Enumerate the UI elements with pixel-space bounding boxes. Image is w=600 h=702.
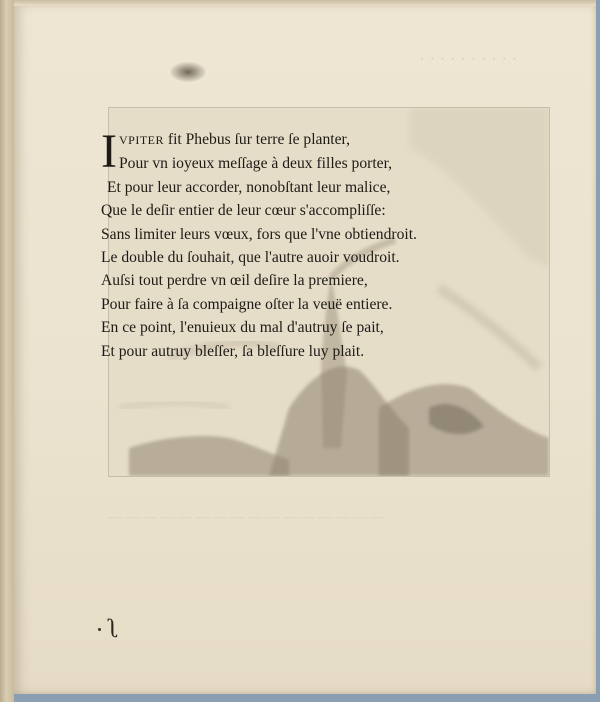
- poem-line-9: En ce point, l'enuieux du mal d'autruy ſe pait,: [101, 319, 384, 337]
- book-spine-edge: [0, 0, 14, 702]
- poem-line-5: Sans limiter leurs vœux, fors que l'vne obtiendroit.: [101, 225, 417, 243]
- poem-line-1: [101, 128, 541, 152]
- drop-capital: I: [101, 125, 117, 178]
- foxing-stain: [170, 62, 206, 82]
- poem-line-1-rest: fit Phebus ſur terre ſe planter,: [163, 131, 350, 148]
- poem-first-word: VPITER: [118, 133, 164, 147]
- ink-speck: [98, 628, 101, 631]
- poem-line-4: Que le deſir entier de leur cœur s'accompliſſe:: [101, 202, 386, 220]
- poem-line-7: Auſsi tout perdre vn œil deſire la premiere,: [101, 272, 368, 290]
- ink-mark: ʅ: [108, 614, 120, 643]
- page-top-edge: [14, 0, 596, 6]
- poem-block: [101, 125, 541, 363]
- bleed-through-text: — — — — — — — — — — — — — — — —: [108, 510, 385, 525]
- poem-line-8: Pour faire à ſa compaigne oſter la veuë entiere.: [101, 295, 393, 313]
- bleed-through-header: · · · · · · · · · ·: [420, 52, 518, 67]
- poem-line-10: Et pour autruy bleſſer, ſa bleſſure luy plait.: [101, 342, 365, 360]
- poem-line-2: Pour vn ioyeux meſſage à deux filles porter,: [118, 155, 393, 173]
- poem-line-6: Le double du ſouhait, que l'autre auoir voudroit.: [101, 249, 400, 267]
- poem-line-3: Et pour leur accorder, nonobſtant leur malice,: [107, 178, 391, 196]
